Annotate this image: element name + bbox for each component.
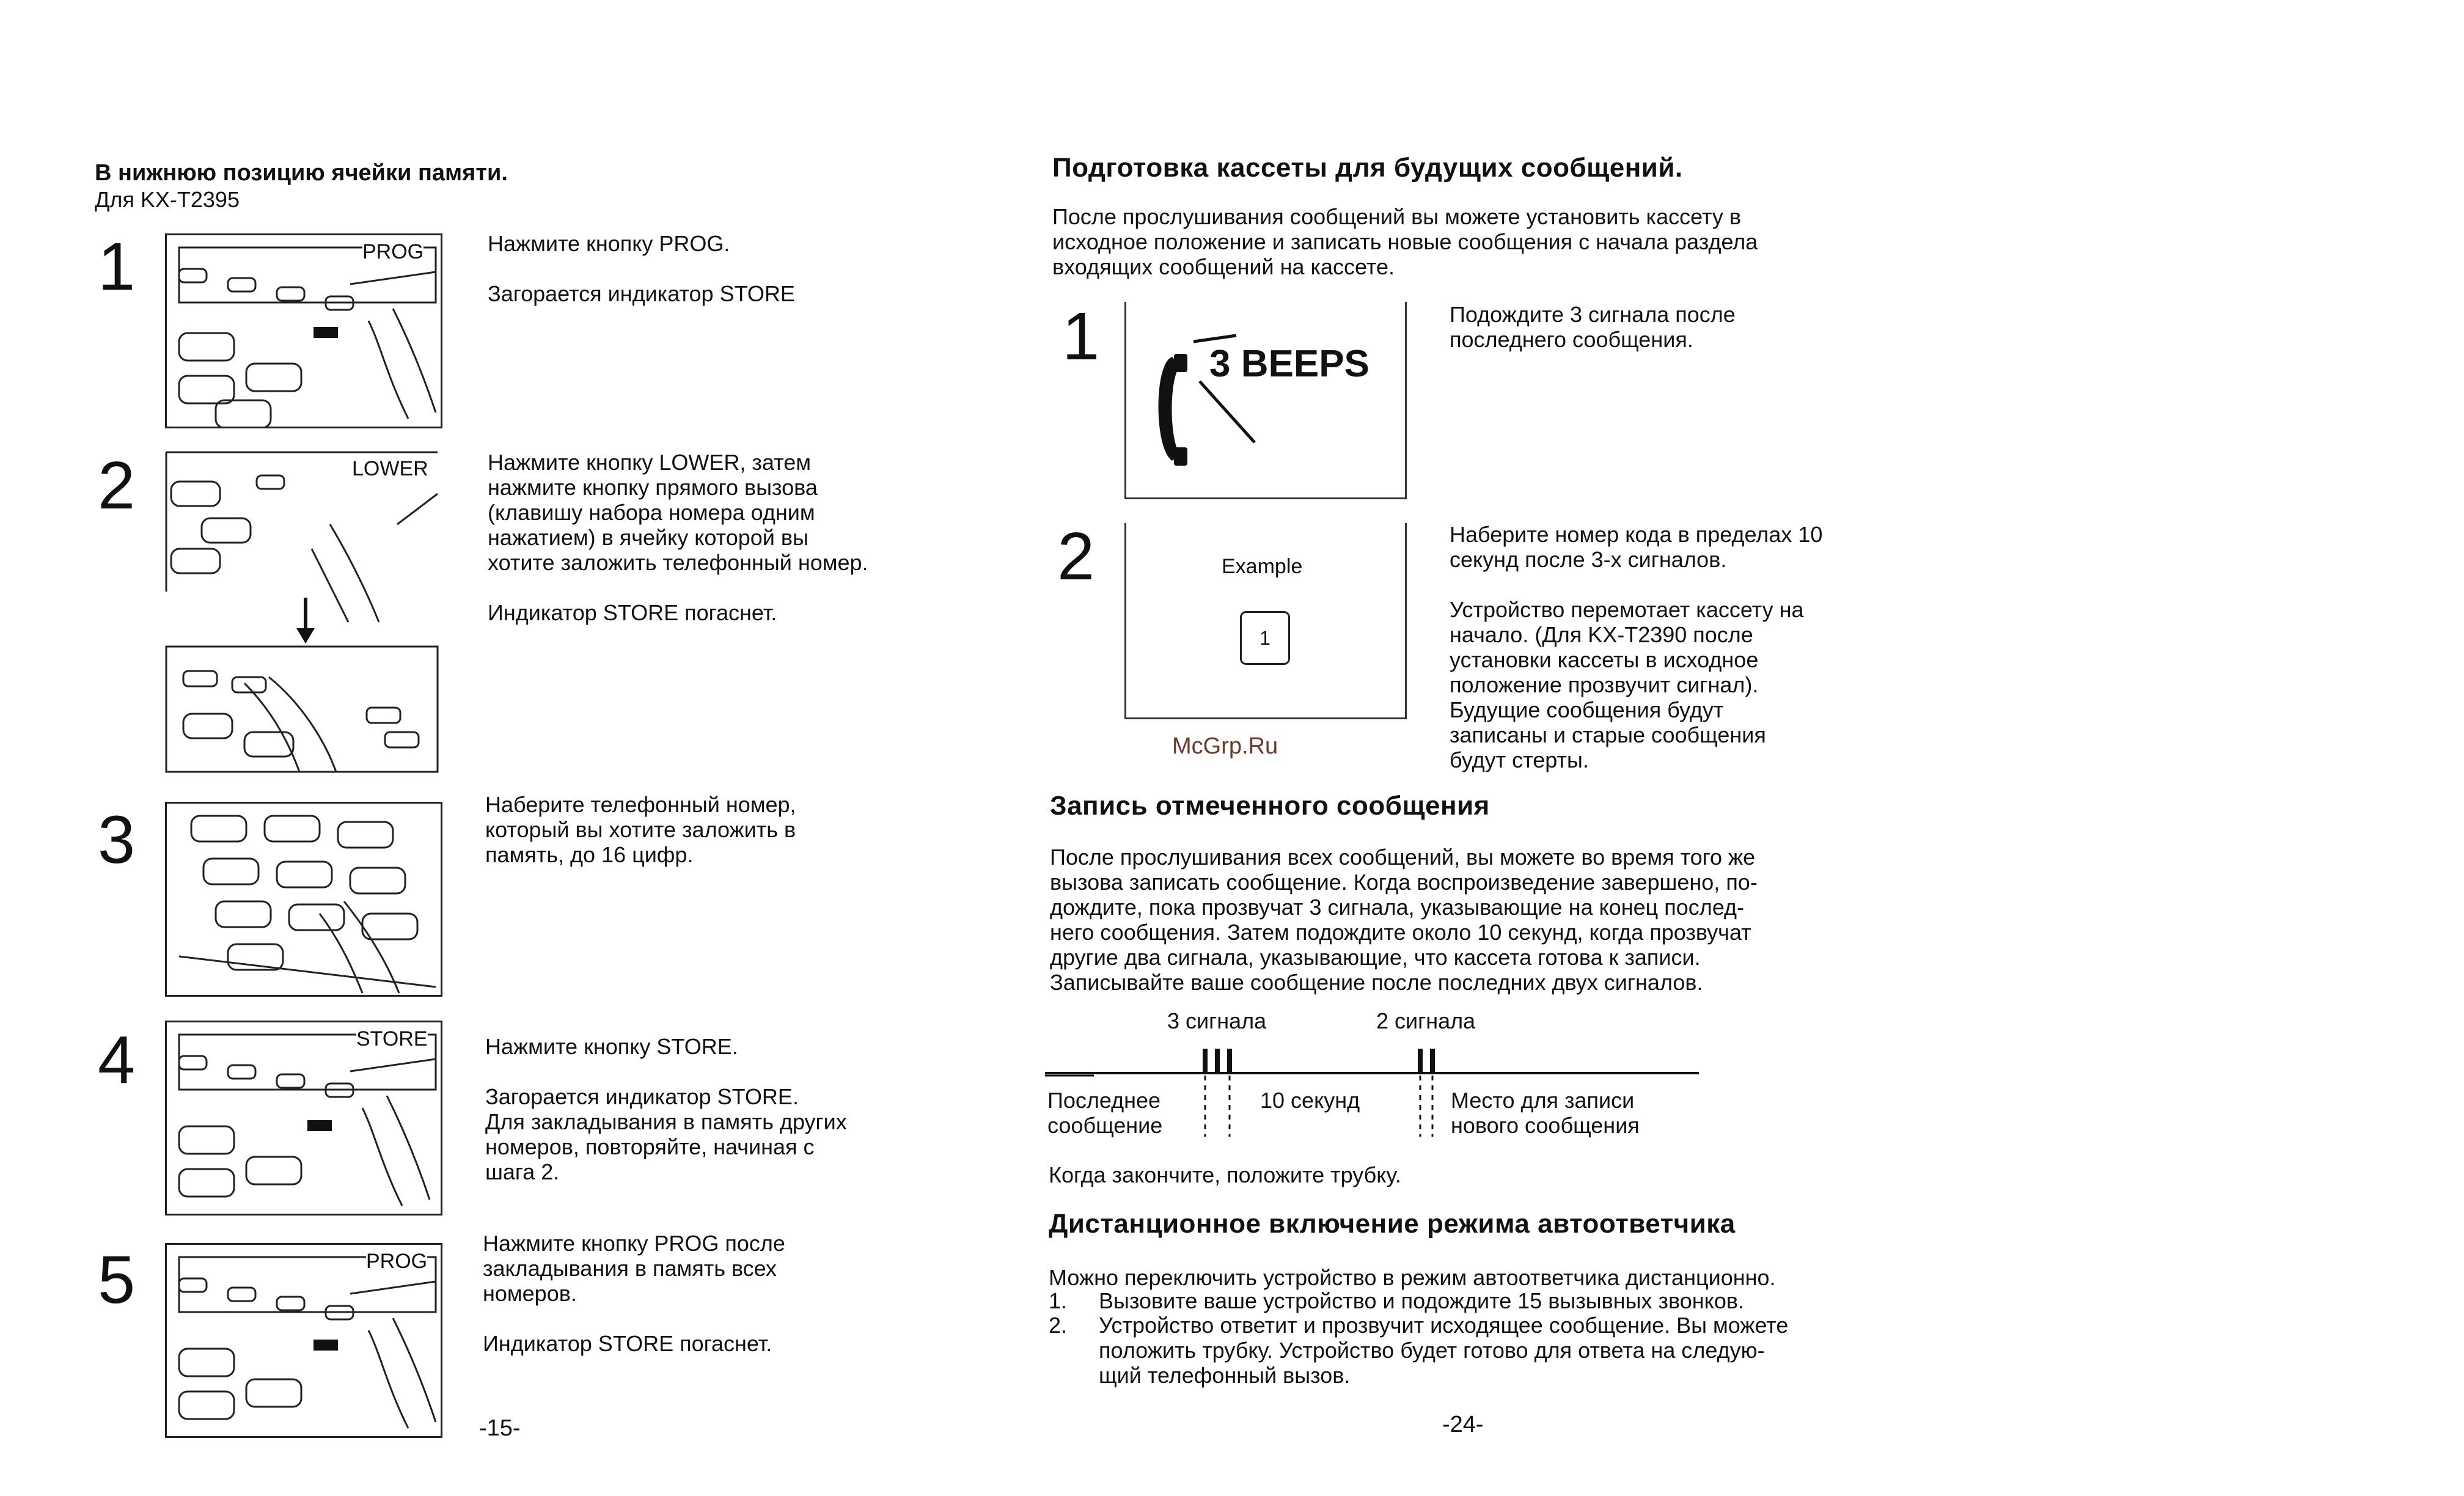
right-page-number: -24-	[1442, 1412, 1484, 1437]
step-3-illustration	[165, 802, 442, 997]
section3-item-2-text: Устройство ответит и прозвучит исходящее сообщение. Вы можете положить трубку. Устройство будет готово для ответа на следую- щий телефонный вызов.	[1099, 1313, 1789, 1388]
section3-title: Дистанционное включение режима автоответчика	[1049, 1209, 1736, 1239]
timeline-label-2-signals: 2 сигнала	[1376, 1008, 1476, 1033]
step-3-number: 3	[98, 802, 136, 878]
step-2-number: 2	[98, 448, 136, 523]
step-1-illustration	[165, 233, 442, 428]
step-3-text: Наберите телефонный номер, который вы хотите заложить в память, до 16 цифр.	[485, 792, 796, 867]
section2-title: Запись отмеченного сообщения	[1050, 791, 1490, 821]
prog-key-label-5: PROG	[366, 1250, 428, 1273]
step-2-illustration	[165, 451, 439, 774]
timeline-label-3-signals: 3 сигнала	[1167, 1008, 1267, 1033]
r-step-2-text: Наберите номер кода в пределах 10 секунд после 3-х сигналов. Устройство перемотает кассету на начало. (Для KX-T2390 после установки кассеты в исходное положение прозвучит сигнал). Будущие сообщения будут записаны и старые сообщения будут стерты.	[1450, 522, 1823, 772]
step-4-number: 4	[98, 1022, 136, 1098]
section3-item-1-number: 1.	[1049, 1288, 1068, 1313]
timeline-segment-new-message: Место для записи нового сообщения	[1451, 1088, 1640, 1138]
section3-item-2-number: 2.	[1049, 1313, 1068, 1338]
r-step-1-number: 1	[1062, 299, 1100, 374]
timeline-segment-last-message: Последнее сообщение	[1047, 1088, 1163, 1138]
left-page-number: -15-	[479, 1415, 521, 1441]
step-4-text: Нажмите кнопку STORE. Загорается индикатор STORE. Для закладывания в память других номеров, повторяйте, начиная с шага 2.	[485, 1034, 847, 1184]
store-key-label: STORE	[356, 1027, 428, 1050]
watermark: McGrp.Ru	[1172, 733, 1278, 759]
section1-intro: После прослушивания сообщений вы можете установить кассету в исходное положение и записать новые сообщения с начала раздела входящих сообщений на кассете.	[1052, 204, 1758, 279]
step-5-illustration	[165, 1243, 442, 1438]
example-illustration	[1124, 523, 1407, 719]
left-subheading: Для KX-T2395	[95, 187, 240, 212]
r-step-1-text: Подождите 3 сигнала после последнего сообщения.	[1450, 302, 1736, 352]
step-4-illustration	[165, 1021, 442, 1216]
r-step-2-number: 2	[1057, 519, 1095, 594]
section1-title: Подготовка кассеты для будущих сообщений.	[1052, 153, 1683, 183]
lower-key-label: LOWER	[352, 457, 428, 480]
step-5-number: 5	[98, 1242, 136, 1318]
example-label: Example	[1222, 555, 1303, 578]
step-1-text: Нажмите кнопку PROG. Загорается индикатор STORE	[488, 231, 795, 306]
timeline-diagram	[1045, 1008, 1705, 1149]
section3-intro: Можно переключить устройство в режим автоответчика дистанционно.	[1049, 1265, 1776, 1290]
step-1-number: 1	[98, 229, 136, 304]
three-beeps-illustration	[1124, 302, 1407, 499]
example-key-1: 1	[1240, 611, 1290, 665]
timeline-segment-10-seconds: 10 секунд	[1260, 1088, 1360, 1113]
step-5-text: Нажмите кнопку PROG после закладывания в память всех номеров. Индикатор STORE погаснет.	[483, 1231, 785, 1356]
section3-item-1-text: Вызовите ваше устройство и подождите 15 вызывных звонков.	[1099, 1288, 1744, 1313]
section2-body: После прослушивания всех сообщений, вы можете во время того же вызова записать сообщение. Когда воспроизведение завершено, по- дождите, пока прозвучат 3 сигнала, указывающие на конец послед- него сообщения. Затем подождите около 10 секунд, когда прозвучат другие два сигнала, указывающие, что кассета готова к записи. Записывайте ваше сообщение после последних двух сигналов.	[1050, 845, 1758, 995]
section2-outro: Когда закончите, положите трубку.	[1049, 1162, 1401, 1187]
prog-key-label: PROG	[362, 240, 424, 263]
step-2-text: Нажмите кнопку LOWER, затем нажмите кнопку прямого вызова (клавишу набора номера одним нажатием) в ячейку которой вы хотите заложить телефонный номер. Индикатор STORE погаснет.	[488, 450, 868, 625]
left-heading: В нижнюю позицию ячейки памяти.	[95, 160, 508, 186]
three-beeps-label: 3 BEEPS	[1209, 343, 1370, 385]
